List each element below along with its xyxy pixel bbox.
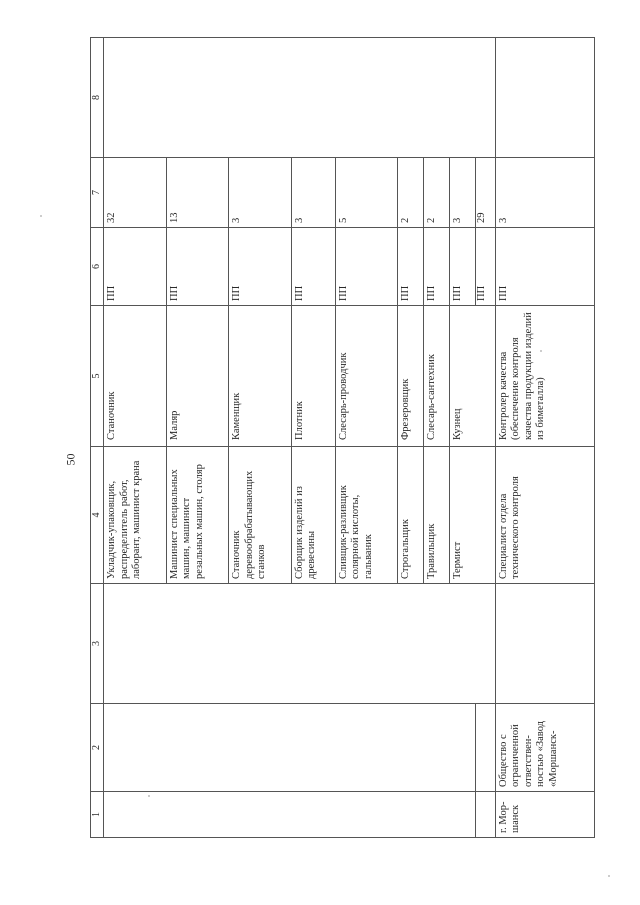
training-code-cell: ПП [398,228,424,306]
scan-speck [540,350,542,352]
training-code-cell: ПП [166,228,229,306]
column-3-cell [104,584,496,704]
scan-speck [148,795,150,797]
related-professions-cell: Строгальщик [398,447,424,584]
related-professions-cell: Травильщик [424,447,450,584]
related-professions-cell: Термист [449,447,495,584]
column-number: 6 [91,228,104,306]
count-cell: 2 [398,158,424,228]
training-code-cell: ПП [449,228,475,306]
count-cell: 29 [475,158,495,228]
count-cell: 3 [495,158,594,228]
column-number: 1 [91,792,104,838]
page-number: 50 [63,453,78,466]
related-professions-cell: Укладчик-упаковщик, распределитель работ, лаборант, машинист крана [104,447,167,584]
column-number: 2 [91,704,104,792]
profession-cell: Плотник [291,306,335,447]
profession-cell: Маляр [166,306,229,447]
related-professions-cell: Сливщик-разливщик солярной кислоты, гальваник [335,447,398,584]
profession-cell: Станочник [104,306,167,447]
count-cell: 2 [424,158,450,228]
profession-cell: Кузнец [449,306,495,447]
training-code-cell: ПП [424,228,450,306]
column-number: 5 [91,306,104,447]
count-cell: 5 [335,158,398,228]
profession-cell: Фрезеровщик [398,306,424,447]
related-professions-cell: Станочник деревообрабатывающих станков [229,447,292,584]
training-code-cell: ПП [229,228,292,306]
organization-cell [475,704,495,792]
count-cell: 13 [166,158,229,228]
professions-table [90,37,595,838]
region-cell [104,792,476,838]
column-3-cell [495,584,594,704]
rotated-table-container [90,38,595,838]
training-code-cell: ПП [291,228,335,306]
organization-cell [104,704,476,792]
column-8-cell [495,38,594,158]
training-code-cell: ПП [495,228,594,306]
column-number: 7 [91,158,104,228]
related-professions-cell: Сборщик изделий из древесины [291,447,335,584]
table-row [104,38,167,838]
count-cell: 32 [104,158,167,228]
training-code-cell: ПП [335,228,398,306]
training-code-cell: ПП [104,228,167,306]
profession-cell: Каменщик [229,306,292,447]
profession-cell: Контролер качества (обеспечение контроля качества продукции изделий из биметалла) [495,306,594,447]
region-cell: г. Мор-шанск [495,792,594,838]
column-number-row [91,38,104,838]
column-8-cell [104,38,496,158]
region-cell [475,792,495,838]
count-cell: 3 [449,158,475,228]
column-number: 3 [91,584,104,704]
table-row [495,38,594,838]
count-cell: 3 [291,158,335,228]
training-code-cell: ПП [475,228,495,306]
organization-cell: Общество с ограниченной ответствен-ностью «Завод «Моршанск- [495,704,594,792]
profession-cell: Слесарь-проводчик [335,306,398,447]
scan-speck [40,215,42,217]
related-professions-cell: Машинист специальных машин, машинист резальных машин, столяр [166,447,229,584]
column-number: 4 [91,447,104,584]
profession-cell: Слесарь-сантехник [424,306,450,447]
count-cell: 3 [229,158,292,228]
scan-speck [608,875,610,877]
column-number: 8 [91,38,104,158]
related-professions-cell: Специалист отдела технического контроля [495,447,594,584]
